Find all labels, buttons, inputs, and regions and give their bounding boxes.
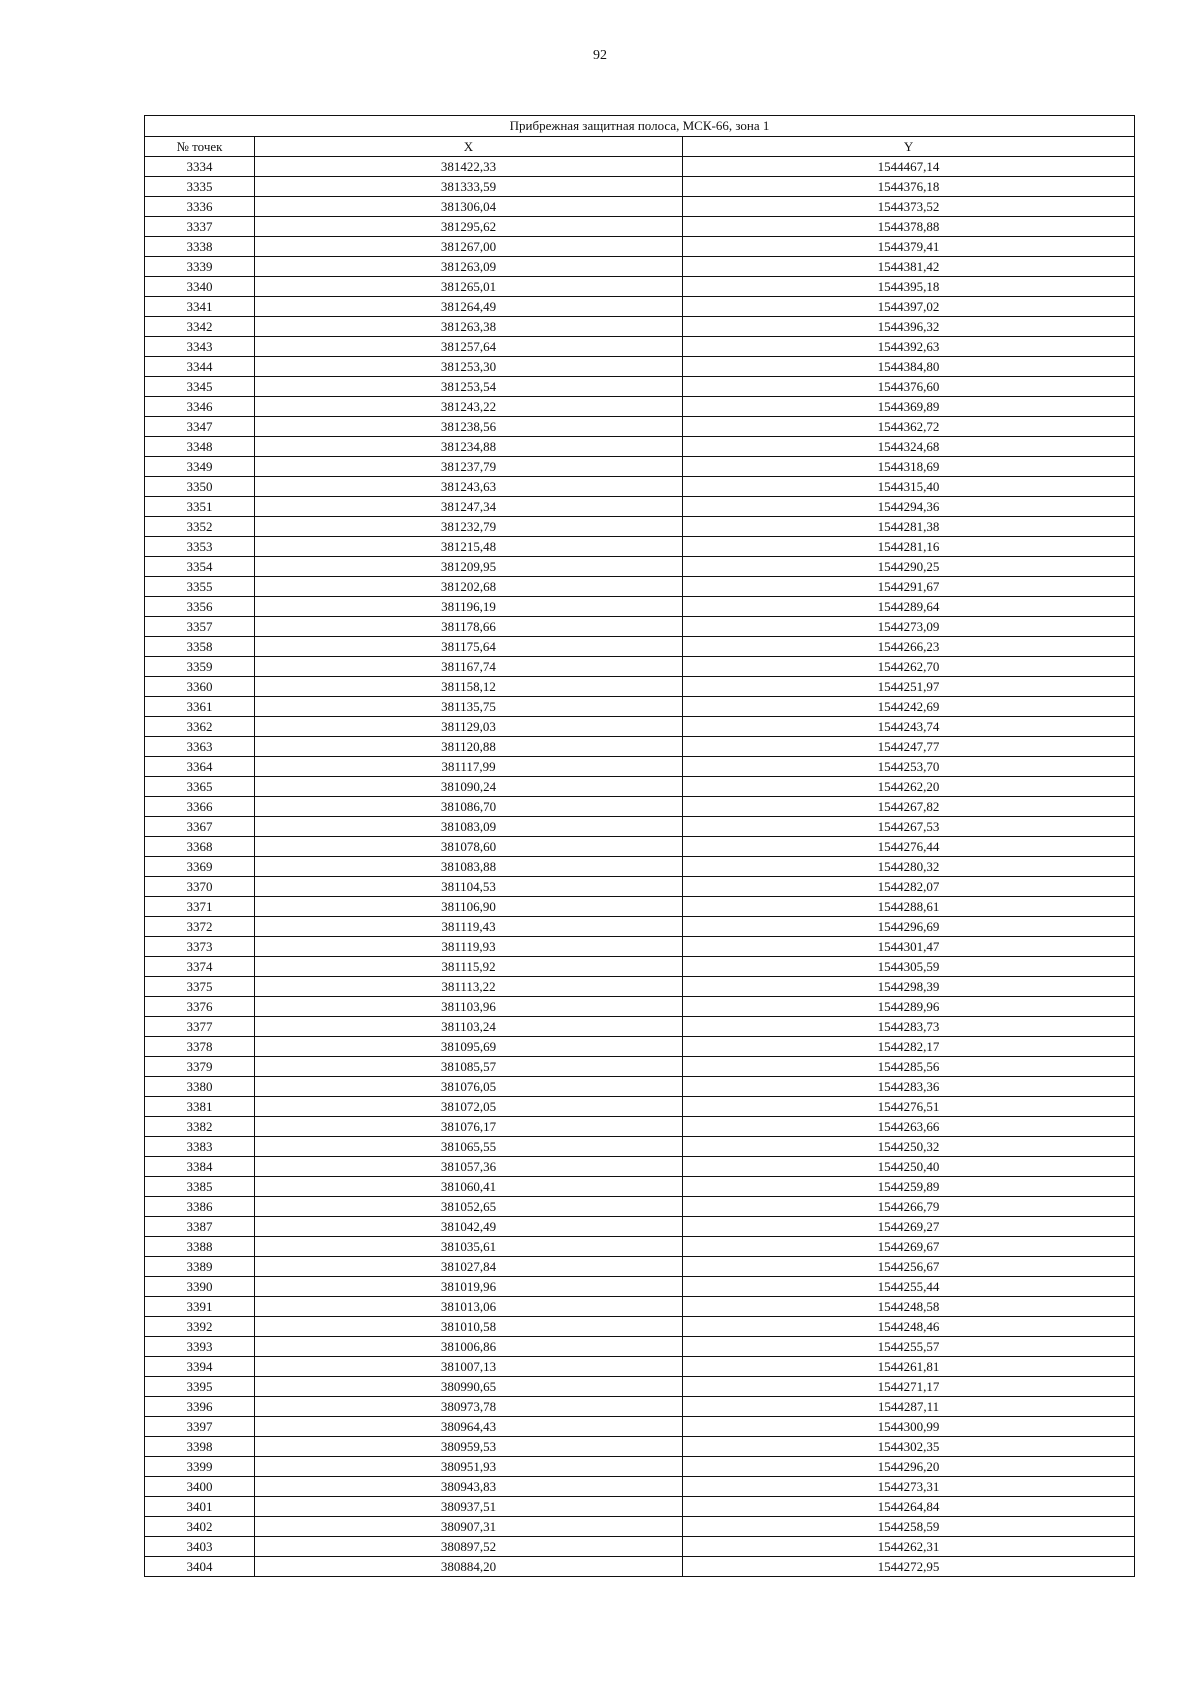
point-number-cell: 3339 — [145, 257, 255, 277]
table-row — [145, 957, 1135, 977]
table-row — [145, 1237, 1135, 1257]
point-number-cell: 3379 — [145, 1057, 255, 1077]
y-cell: 1544324,68 — [683, 437, 1135, 457]
y-cell: 1544273,31 — [683, 1477, 1135, 1497]
x-cell: 380884,20 — [255, 1557, 683, 1577]
y-cell: 1544373,52 — [683, 197, 1135, 217]
table-row — [145, 1457, 1135, 1477]
point-number-cell: 3396 — [145, 1397, 255, 1417]
x-cell: 381076,05 — [255, 1077, 683, 1097]
table-row — [145, 1057, 1135, 1077]
y-cell: 1544296,69 — [683, 917, 1135, 937]
table-row — [145, 237, 1135, 257]
y-cell: 1544263,66 — [683, 1117, 1135, 1137]
point-number-cell: 3395 — [145, 1377, 255, 1397]
table-row — [145, 877, 1135, 897]
x-cell: 381065,55 — [255, 1137, 683, 1157]
x-cell: 381042,49 — [255, 1217, 683, 1237]
table-row — [145, 937, 1135, 957]
y-cell: 1544294,36 — [683, 497, 1135, 517]
y-cell: 1544301,47 — [683, 937, 1135, 957]
y-cell: 1544305,59 — [683, 957, 1135, 977]
x-cell: 381257,64 — [255, 337, 683, 357]
x-cell: 381263,09 — [255, 257, 683, 277]
x-cell: 381106,90 — [255, 897, 683, 917]
point-number-cell: 3366 — [145, 797, 255, 817]
y-cell: 1544283,73 — [683, 1017, 1135, 1037]
y-cell: 1544256,67 — [683, 1257, 1135, 1277]
x-cell: 381243,63 — [255, 477, 683, 497]
x-cell: 381120,88 — [255, 737, 683, 757]
y-cell: 1544283,36 — [683, 1077, 1135, 1097]
table-row — [145, 777, 1135, 797]
x-cell: 381057,36 — [255, 1157, 683, 1177]
point-number-cell: 3371 — [145, 897, 255, 917]
x-cell: 381129,03 — [255, 717, 683, 737]
point-number-cell: 3391 — [145, 1297, 255, 1317]
table-row — [145, 1157, 1135, 1177]
table-row — [145, 277, 1135, 297]
table-row — [145, 1297, 1135, 1317]
y-cell: 1544282,17 — [683, 1037, 1135, 1057]
table-row — [145, 977, 1135, 997]
table-row — [145, 897, 1135, 917]
x-cell: 381119,93 — [255, 937, 683, 957]
x-cell: 381115,92 — [255, 957, 683, 977]
y-cell: 1544248,46 — [683, 1317, 1135, 1337]
y-cell: 1544262,31 — [683, 1537, 1135, 1557]
x-cell: 381295,62 — [255, 217, 683, 237]
table-row — [145, 1397, 1135, 1417]
x-cell: 381052,65 — [255, 1197, 683, 1217]
table-row — [145, 1277, 1135, 1297]
table-row — [145, 717, 1135, 737]
table-header-row — [145, 137, 1135, 157]
x-cell: 380937,51 — [255, 1497, 683, 1517]
point-number-cell: 3393 — [145, 1337, 255, 1357]
point-number-cell: 3399 — [145, 1457, 255, 1477]
table-row — [145, 1197, 1135, 1217]
header-x: X — [255, 137, 683, 157]
x-cell: 381085,57 — [255, 1057, 683, 1077]
table-row — [145, 1537, 1135, 1557]
point-number-cell: 3350 — [145, 477, 255, 497]
point-number-cell: 3374 — [145, 957, 255, 977]
point-number-cell: 3394 — [145, 1357, 255, 1377]
table-row — [145, 1317, 1135, 1337]
point-number-cell: 3342 — [145, 317, 255, 337]
y-cell: 1544379,41 — [683, 237, 1135, 257]
point-number-cell: 3400 — [145, 1477, 255, 1497]
x-cell: 381007,13 — [255, 1357, 683, 1377]
table-row — [145, 757, 1135, 777]
table-row — [145, 1217, 1135, 1237]
y-cell: 1544266,23 — [683, 637, 1135, 657]
y-cell: 1544287,11 — [683, 1397, 1135, 1417]
x-cell: 381215,48 — [255, 537, 683, 557]
y-cell: 1544261,81 — [683, 1357, 1135, 1377]
point-number-cell: 3348 — [145, 437, 255, 457]
table-row — [145, 1437, 1135, 1457]
x-cell: 381243,22 — [255, 397, 683, 417]
table-row — [145, 1257, 1135, 1277]
point-number-cell: 3345 — [145, 377, 255, 397]
y-cell: 1544269,27 — [683, 1217, 1135, 1237]
x-cell: 381267,00 — [255, 237, 683, 257]
point-number-cell: 3338 — [145, 237, 255, 257]
point-number-cell: 3401 — [145, 1497, 255, 1517]
point-number-cell: 3389 — [145, 1257, 255, 1277]
y-cell: 1544262,70 — [683, 657, 1135, 677]
table-row — [145, 297, 1135, 317]
table-row — [145, 1517, 1135, 1537]
x-cell: 380951,93 — [255, 1457, 683, 1477]
table-row — [145, 217, 1135, 237]
x-cell: 381013,06 — [255, 1297, 683, 1317]
y-cell: 1544269,67 — [683, 1237, 1135, 1257]
point-number-cell: 3358 — [145, 637, 255, 657]
point-number-cell: 3353 — [145, 537, 255, 557]
x-cell: 381010,58 — [255, 1317, 683, 1337]
table-row — [145, 257, 1135, 277]
table-row — [145, 197, 1135, 217]
table-row — [145, 697, 1135, 717]
y-cell: 1544253,70 — [683, 757, 1135, 777]
point-number-cell: 3398 — [145, 1437, 255, 1457]
y-cell: 1544250,32 — [683, 1137, 1135, 1157]
x-cell: 380907,31 — [255, 1517, 683, 1537]
point-number-cell: 3403 — [145, 1537, 255, 1557]
point-number-cell: 3372 — [145, 917, 255, 937]
y-cell: 1544397,02 — [683, 297, 1135, 317]
point-number-cell: 3356 — [145, 597, 255, 617]
x-cell: 381117,99 — [255, 757, 683, 777]
table-caption: Прибрежная защитная полоса, МСК-66, зона 1 — [145, 116, 1135, 137]
y-cell: 1544267,82 — [683, 797, 1135, 817]
y-cell: 1544315,40 — [683, 477, 1135, 497]
point-number-cell: 3368 — [145, 837, 255, 857]
table-row — [145, 1417, 1135, 1437]
point-number-cell: 3365 — [145, 777, 255, 797]
point-number-cell: 3337 — [145, 217, 255, 237]
x-cell: 381253,54 — [255, 377, 683, 397]
y-cell: 1544248,58 — [683, 1297, 1135, 1317]
table-row — [145, 1137, 1135, 1157]
point-number-cell: 3360 — [145, 677, 255, 697]
point-number-cell: 3382 — [145, 1117, 255, 1137]
point-number-cell: 3373 — [145, 937, 255, 957]
x-cell: 381076,17 — [255, 1117, 683, 1137]
x-cell: 381072,05 — [255, 1097, 683, 1117]
table-row — [145, 637, 1135, 657]
x-cell: 381232,79 — [255, 517, 683, 537]
y-cell: 1544273,09 — [683, 617, 1135, 637]
x-cell: 381104,53 — [255, 877, 683, 897]
point-number-cell: 3392 — [145, 1317, 255, 1337]
table-row — [145, 397, 1135, 417]
table-row — [145, 317, 1135, 337]
x-cell: 380964,43 — [255, 1417, 683, 1437]
table-row — [145, 817, 1135, 837]
point-number-cell: 3387 — [145, 1217, 255, 1237]
x-cell: 381202,68 — [255, 577, 683, 597]
y-cell: 1544378,88 — [683, 217, 1135, 237]
y-cell: 1544259,89 — [683, 1177, 1135, 1197]
x-cell: 380959,53 — [255, 1437, 683, 1457]
x-cell: 381196,19 — [255, 597, 683, 617]
table-row — [145, 157, 1135, 177]
y-cell: 1544288,61 — [683, 897, 1135, 917]
x-cell: 381083,88 — [255, 857, 683, 877]
y-cell: 1544276,51 — [683, 1097, 1135, 1117]
table-row — [145, 797, 1135, 817]
x-cell: 381253,30 — [255, 357, 683, 377]
x-cell: 381078,60 — [255, 837, 683, 857]
point-number-cell: 3355 — [145, 577, 255, 597]
x-cell: 381234,88 — [255, 437, 683, 457]
point-number-cell: 3363 — [145, 737, 255, 757]
x-cell: 381090,24 — [255, 777, 683, 797]
point-number-cell: 3375 — [145, 977, 255, 997]
y-cell: 1544318,69 — [683, 457, 1135, 477]
table-row — [145, 597, 1135, 617]
point-number-cell: 3383 — [145, 1137, 255, 1157]
x-cell: 381158,12 — [255, 677, 683, 697]
point-number-cell: 3385 — [145, 1177, 255, 1197]
point-number-cell: 3361 — [145, 697, 255, 717]
point-number-cell: 3336 — [145, 197, 255, 217]
point-number-cell: 3340 — [145, 277, 255, 297]
y-cell: 1544381,42 — [683, 257, 1135, 277]
y-cell: 1544247,77 — [683, 737, 1135, 757]
point-number-cell: 3341 — [145, 297, 255, 317]
y-cell: 1544266,79 — [683, 1197, 1135, 1217]
x-cell: 381113,22 — [255, 977, 683, 997]
y-cell: 1544392,63 — [683, 337, 1135, 357]
point-number-cell: 3369 — [145, 857, 255, 877]
x-cell: 381083,09 — [255, 817, 683, 837]
point-number-cell: 3388 — [145, 1237, 255, 1257]
point-number-cell: 3364 — [145, 757, 255, 777]
x-cell: 381175,64 — [255, 637, 683, 657]
x-cell: 381333,59 — [255, 177, 683, 197]
y-cell: 1544281,16 — [683, 537, 1135, 557]
table-row — [145, 1177, 1135, 1197]
point-number-cell: 3344 — [145, 357, 255, 377]
page-number: 92 — [593, 48, 607, 63]
y-cell: 1544255,44 — [683, 1277, 1135, 1297]
table-row — [145, 337, 1135, 357]
table-row — [145, 1497, 1135, 1517]
point-number-cell: 3346 — [145, 397, 255, 417]
point-number-cell: 3370 — [145, 877, 255, 897]
y-cell: 1544467,14 — [683, 157, 1135, 177]
table-row — [145, 357, 1135, 377]
table-row — [145, 657, 1135, 677]
table-row — [145, 1097, 1135, 1117]
x-cell: 381019,96 — [255, 1277, 683, 1297]
point-number-cell: 3378 — [145, 1037, 255, 1057]
table-row — [145, 1337, 1135, 1357]
point-number-cell: 3343 — [145, 337, 255, 357]
table-caption-row — [145, 116, 1135, 137]
point-number-cell: 3352 — [145, 517, 255, 537]
table-row — [145, 557, 1135, 577]
y-cell: 1544280,32 — [683, 857, 1135, 877]
point-number-cell: 3351 — [145, 497, 255, 517]
point-number-cell: 3402 — [145, 1517, 255, 1537]
table-row — [145, 917, 1135, 937]
point-number-cell: 3380 — [145, 1077, 255, 1097]
x-cell: 380943,83 — [255, 1477, 683, 1497]
point-number-cell: 3347 — [145, 417, 255, 437]
y-cell: 1544243,74 — [683, 717, 1135, 737]
table-row — [145, 677, 1135, 697]
x-cell: 381060,41 — [255, 1177, 683, 1197]
point-number-cell: 3362 — [145, 717, 255, 737]
y-cell: 1544267,53 — [683, 817, 1135, 837]
y-cell: 1544289,96 — [683, 997, 1135, 1017]
y-cell: 1544272,95 — [683, 1557, 1135, 1577]
table-row — [145, 437, 1135, 457]
table-row — [145, 617, 1135, 637]
y-cell: 1544296,20 — [683, 1457, 1135, 1477]
y-cell: 1544290,25 — [683, 557, 1135, 577]
table-row — [145, 377, 1135, 397]
y-cell: 1544298,39 — [683, 977, 1135, 997]
table-row — [145, 497, 1135, 517]
x-cell: 381135,75 — [255, 697, 683, 717]
x-cell: 381209,95 — [255, 557, 683, 577]
y-cell: 1544369,89 — [683, 397, 1135, 417]
point-number-cell: 3335 — [145, 177, 255, 197]
x-cell: 381086,70 — [255, 797, 683, 817]
table-row — [145, 1117, 1135, 1137]
table-row — [145, 1377, 1135, 1397]
table-row — [145, 577, 1135, 597]
table-row — [145, 1077, 1135, 1097]
table-row — [145, 857, 1135, 877]
y-cell: 1544376,60 — [683, 377, 1135, 397]
x-cell: 381422,33 — [255, 157, 683, 177]
point-number-cell: 3381 — [145, 1097, 255, 1117]
y-cell: 1544396,32 — [683, 317, 1135, 337]
point-number-cell: 3357 — [145, 617, 255, 637]
x-cell: 380990,65 — [255, 1377, 683, 1397]
point-number-cell: 3397 — [145, 1417, 255, 1437]
x-cell: 381103,24 — [255, 1017, 683, 1037]
table-row — [145, 1477, 1135, 1497]
x-cell: 381095,69 — [255, 1037, 683, 1057]
point-number-cell: 3390 — [145, 1277, 255, 1297]
point-number-cell: 3367 — [145, 817, 255, 837]
table-row — [145, 997, 1135, 1017]
y-cell: 1544264,84 — [683, 1497, 1135, 1517]
table-row — [145, 837, 1135, 857]
header-y: Y — [683, 137, 1135, 157]
y-cell: 1544281,38 — [683, 517, 1135, 537]
table-row — [145, 1557, 1135, 1577]
point-number-cell: 3354 — [145, 557, 255, 577]
point-number-cell: 3377 — [145, 1017, 255, 1037]
table-row — [145, 1037, 1135, 1057]
table-row — [145, 177, 1135, 197]
y-cell: 1544289,64 — [683, 597, 1135, 617]
x-cell: 381103,96 — [255, 997, 683, 1017]
point-number-cell: 3404 — [145, 1557, 255, 1577]
y-cell: 1544376,18 — [683, 177, 1135, 197]
table-row — [145, 517, 1135, 537]
y-cell: 1544300,99 — [683, 1417, 1135, 1437]
x-cell: 380973,78 — [255, 1397, 683, 1417]
y-cell: 1544384,80 — [683, 357, 1135, 377]
point-number-cell: 3376 — [145, 997, 255, 1017]
y-cell: 1544276,44 — [683, 837, 1135, 857]
x-cell: 381306,04 — [255, 197, 683, 217]
x-cell: 380897,52 — [255, 1537, 683, 1557]
coordinates-table — [144, 115, 1135, 1577]
x-cell: 381027,84 — [255, 1257, 683, 1277]
x-cell: 381167,74 — [255, 657, 683, 677]
table-body — [145, 157, 1135, 1577]
y-cell: 1544250,40 — [683, 1157, 1135, 1177]
y-cell: 1544255,57 — [683, 1337, 1135, 1357]
x-cell: 381263,38 — [255, 317, 683, 337]
point-number-cell: 3334 — [145, 157, 255, 177]
y-cell: 1544302,35 — [683, 1437, 1135, 1457]
y-cell: 1544285,56 — [683, 1057, 1135, 1077]
table-row — [145, 457, 1135, 477]
table-row — [145, 1357, 1135, 1377]
point-number-cell: 3349 — [145, 457, 255, 477]
y-cell: 1544362,72 — [683, 417, 1135, 437]
x-cell: 381265,01 — [255, 277, 683, 297]
x-cell: 381006,86 — [255, 1337, 683, 1357]
x-cell: 381178,66 — [255, 617, 683, 637]
y-cell: 1544251,97 — [683, 677, 1135, 697]
header-point-number: № точек — [145, 137, 255, 157]
point-number-cell: 3384 — [145, 1157, 255, 1177]
x-cell: 381238,56 — [255, 417, 683, 437]
table-row — [145, 477, 1135, 497]
y-cell: 1544395,18 — [683, 277, 1135, 297]
table-row — [145, 737, 1135, 757]
table-row — [145, 417, 1135, 437]
y-cell: 1544271,17 — [683, 1377, 1135, 1397]
x-cell: 381247,34 — [255, 497, 683, 517]
point-number-cell: 3386 — [145, 1197, 255, 1217]
y-cell: 1544258,59 — [683, 1517, 1135, 1537]
table-row — [145, 537, 1135, 557]
x-cell: 381035,61 — [255, 1237, 683, 1257]
x-cell: 381119,43 — [255, 917, 683, 937]
y-cell: 1544242,69 — [683, 697, 1135, 717]
y-cell: 1544291,67 — [683, 577, 1135, 597]
table-row — [145, 1017, 1135, 1037]
x-cell: 381264,49 — [255, 297, 683, 317]
point-number-cell: 3359 — [145, 657, 255, 677]
x-cell: 381237,79 — [255, 457, 683, 477]
y-cell: 1544282,07 — [683, 877, 1135, 897]
y-cell: 1544262,20 — [683, 777, 1135, 797]
